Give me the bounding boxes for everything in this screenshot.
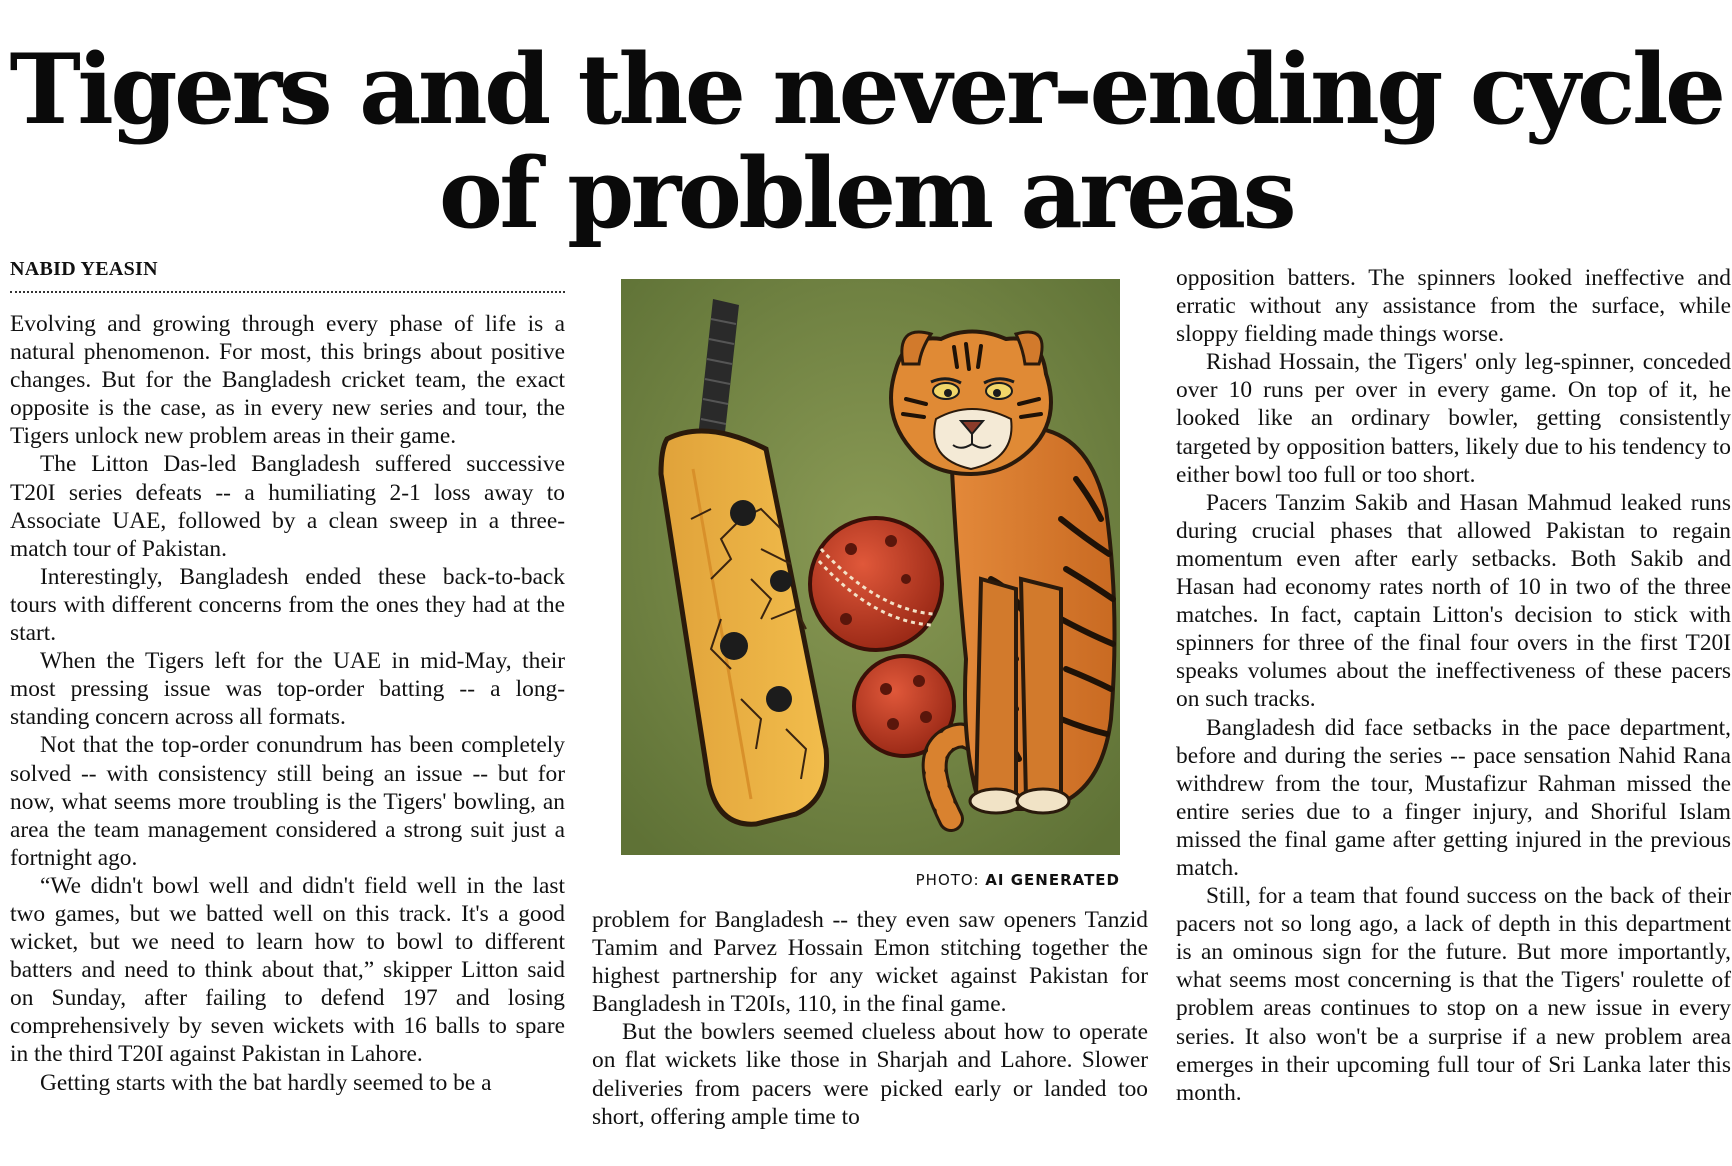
paragraph: But the bowlers seemed clueless about how to operate on flat wickets like those in Sharjah and Lahore. Slower deliveries from pacers were picked early or landed too short, offering ample time to xyxy=(592,1019,1148,1130)
article-column-3 xyxy=(1176,264,1731,1107)
headline-line-2: of problem areas xyxy=(438,137,1294,250)
paragraph: Pacers Tanzim Sakib and Hasan Mahmud leaked runs during crucial phases that allowed Pakistan to regain momentum even after early setbacks. Both Sakib and Hasan had economy rates north of 10 in two of the three matches. In fact, captain Litton's decision to stick with spinners for three of the final four overs in the first T20I speaks volumes about the ineffectiveness of these pacers on such tracks. xyxy=(1176,489,1731,713)
article-column-1 xyxy=(10,310,565,1097)
paragraph: Bangladesh did face setbacks in the pace department, before and during the series -- pace sensation Nahid Rana withdrew from the tour, Mustafizur Rahman missed the entire series due to a finger injury, and Shoriful Islam missed the final game after getting injured in the previous match. xyxy=(1176,714,1731,881)
paragraph: When the Tigers left for the UAE in mid-May, their most pressing issue was top-order batting -- a long-standing concern across all formats. xyxy=(10,648,565,731)
paragraph: opposition batters. The spinners looked ineffective and erratic without any assistance from the surface, while sloppy fielding made things worse. xyxy=(1176,265,1731,348)
headline xyxy=(0,33,1732,250)
paragraph: Getting starts with the bat hardly seemed to be a xyxy=(40,1069,492,1096)
paragraph: Evolving and growing through every phase of life is a natural phenomenon. For most, this brings about positive changes. But for the Bangladesh cricket team, the exact opposite is the case, as in every new series and tour, the Tigers unlock new problem areas in their game. xyxy=(10,311,565,450)
photo-credit xyxy=(621,871,1120,889)
article-illustration xyxy=(621,279,1120,855)
paragraph: Not that the top-order conundrum has been completely solved -- with consistency still being an issue -- but for now, what seems more troubling is the Tigers' bowling, an area the team management considered a strong suit just a fortnight ago. xyxy=(10,732,565,871)
paragraph: “We didn't bowl well and didn't field well in the last two games, but we batted well on this track. It's a good wicket, but we need to learn how to bowl to different batters and need to think about that,” skipper Litton said on Sunday, after failing to defend 197 and losing comprehensively by seven wickets with 16 balls to spare in the third T20I against Pakistan in Lahore. xyxy=(10,872,565,1068)
article-column-2 xyxy=(592,906,1148,1131)
byline: NABID YEASIN xyxy=(10,258,565,293)
paragraph: Interestingly, Bangladesh ended these back-to-back tours with different concerns from the ones they had at the start. xyxy=(10,563,565,647)
headline-line-1: Tigers and the never-ending cycle xyxy=(9,33,1723,146)
paragraph: Still, for a team that found success on the back of their pacers not so long ago, a lack of depth in this department is an ominous sign for the future. But more importantly, what seems most concerning is that the Tigers' roulette of problem areas continues to stop on a new issue in every series. It also won't be a surprise if a new problem area emerges in their upcoming full tour of Sri Lanka later this month. xyxy=(1176,883,1731,1106)
paragraph: Rishad Hossain, the Tigers' only leg-spinner, conceded over 10 runs per over in every game. On top of it, he looked like an ordinary bowler, getting consistently targeted by opposition batters, likely due to his tendency to either bowl too full or too short. xyxy=(1176,349,1731,488)
cricket-ball-large xyxy=(810,518,942,650)
photo-credit-source: AI GENERATED xyxy=(985,871,1120,889)
paragraph: The Litton Das-led Bangladesh suffered successive T20I series defeats -- a humiliating 2-1 loss away to Associate UAE, followed by a clean sweep in a three-match tour of Pakistan. xyxy=(10,451,565,562)
photo-credit-prefix: PHOTO: xyxy=(915,871,980,889)
paragraph: problem for Bangladesh -- they even saw openers Tanzid Tamim and Parvez Hossain Emon stitching together the highest partnership for any wicket against Pakistan for Bangladesh in T20Is, 110, in the final game. xyxy=(592,907,1148,1018)
